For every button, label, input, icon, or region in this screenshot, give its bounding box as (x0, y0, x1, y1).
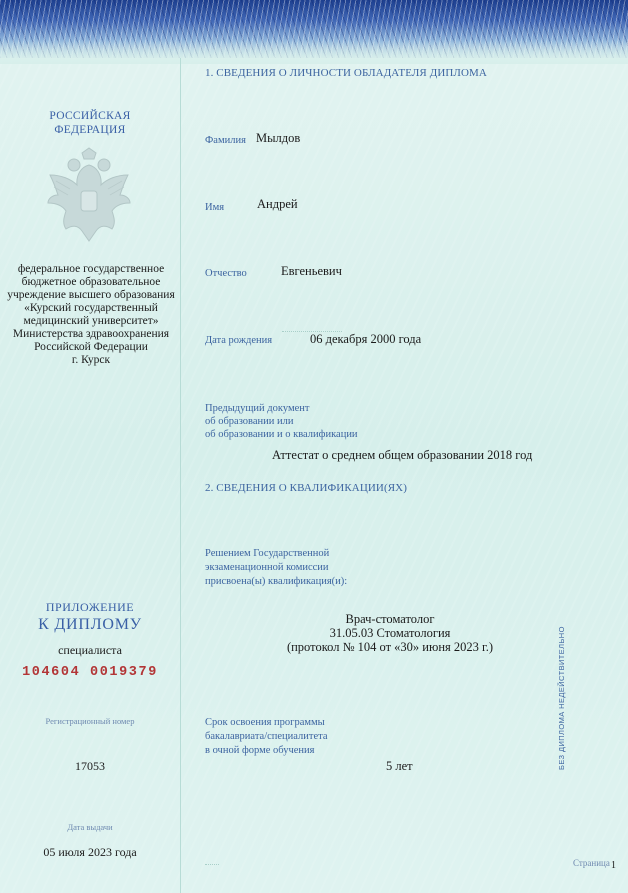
section1-heading: 1. СВЕДЕНИЯ О ЛИЧНОСТИ ОБЛАДАТЕЛЯ ДИПЛОМА (205, 67, 487, 79)
surname-label: Фамилия (205, 135, 246, 146)
term-label-line1: Срок освоения программы (205, 717, 325, 728)
term-value: 5 лет (386, 759, 413, 773)
page-number: 1 (611, 860, 616, 871)
decision-label (205, 547, 347, 589)
issue-date: 05 июля 2023 года (43, 845, 137, 859)
patronymic-value: Евгеньевич (281, 264, 342, 278)
issue-date-label: Дата выдачи (67, 822, 113, 832)
birth-date-rule (282, 331, 342, 332)
band-fade (0, 40, 628, 64)
appendix-title-line1: ПРИЛОЖЕНИЕ (45, 600, 135, 614)
decision-label-line1: Решением Государственной (205, 548, 330, 559)
previous-document-label-line3: об образовании и о квалификации (205, 429, 358, 440)
country-name: РОССИЙСКАЯ ФЕДЕРАЦИЯ (49, 110, 131, 136)
term-label-line3: в очной форме обучения (205, 745, 315, 756)
section2-heading: 2. СВЕДЕНИЯ О КВАЛИФИКАЦИИ(ЯХ) (205, 482, 407, 494)
patronymic-label: Отчество (205, 268, 247, 279)
double-headed-eagle-icon (36, 145, 142, 251)
surname-value: Мылдов (256, 131, 301, 145)
qualification-value: Врач-стоматолог (345, 612, 435, 626)
column-divider (180, 58, 181, 893)
page-label: Страница (573, 858, 610, 868)
registration-number: 17053 (75, 759, 105, 773)
previous-document-label-line1: Предыдущий документ (205, 403, 310, 414)
previous-document-value: Аттестат о среднем общем образовании 2018 год (272, 448, 533, 462)
birth-date-value: 06 декабря 2000 года (310, 332, 422, 346)
institution-city: г. Курск (71, 354, 111, 366)
birth-date-label: Дата рождения (205, 335, 273, 346)
term-label (205, 716, 328, 758)
previous-document-label-line2: об образовании или (205, 416, 294, 427)
term-label-line2: бакалавриата/специалитета (205, 731, 328, 742)
decision-label-line3: присвоена(ы) квалификация(и): (205, 576, 348, 587)
validity-notice: БЕЗ ДИПЛОМА НЕДЕЙСТВИТЕЛЬНО (557, 626, 566, 770)
name-label: Имя (205, 202, 225, 213)
decision-label-line2: экзаменационной комиссии (205, 562, 329, 573)
name-value: Андрей (257, 197, 298, 211)
institution-name (6, 263, 176, 367)
serial-number: 104604 0019379 (22, 665, 158, 680)
institution-text: федеральное государственное бюджетное образовательное учреждение высшего образования «Курский государственный медицинский университет» Министерства здравоохранения Российской Федерации (7, 263, 175, 353)
degree-level: специалиста (58, 643, 122, 657)
protocol-value: (протокол № 104 от «30» июня 2023 г.) (286, 640, 494, 654)
previous-document-label (205, 402, 358, 441)
registration-number-label: Регистрационный номер (45, 716, 135, 726)
qualification-block (260, 612, 520, 654)
footer-rule (205, 864, 219, 865)
specialty-value: 31.05.03 Стоматология (329, 626, 451, 640)
appendix-title-line2: К ДИПЛОМУ (38, 616, 142, 633)
